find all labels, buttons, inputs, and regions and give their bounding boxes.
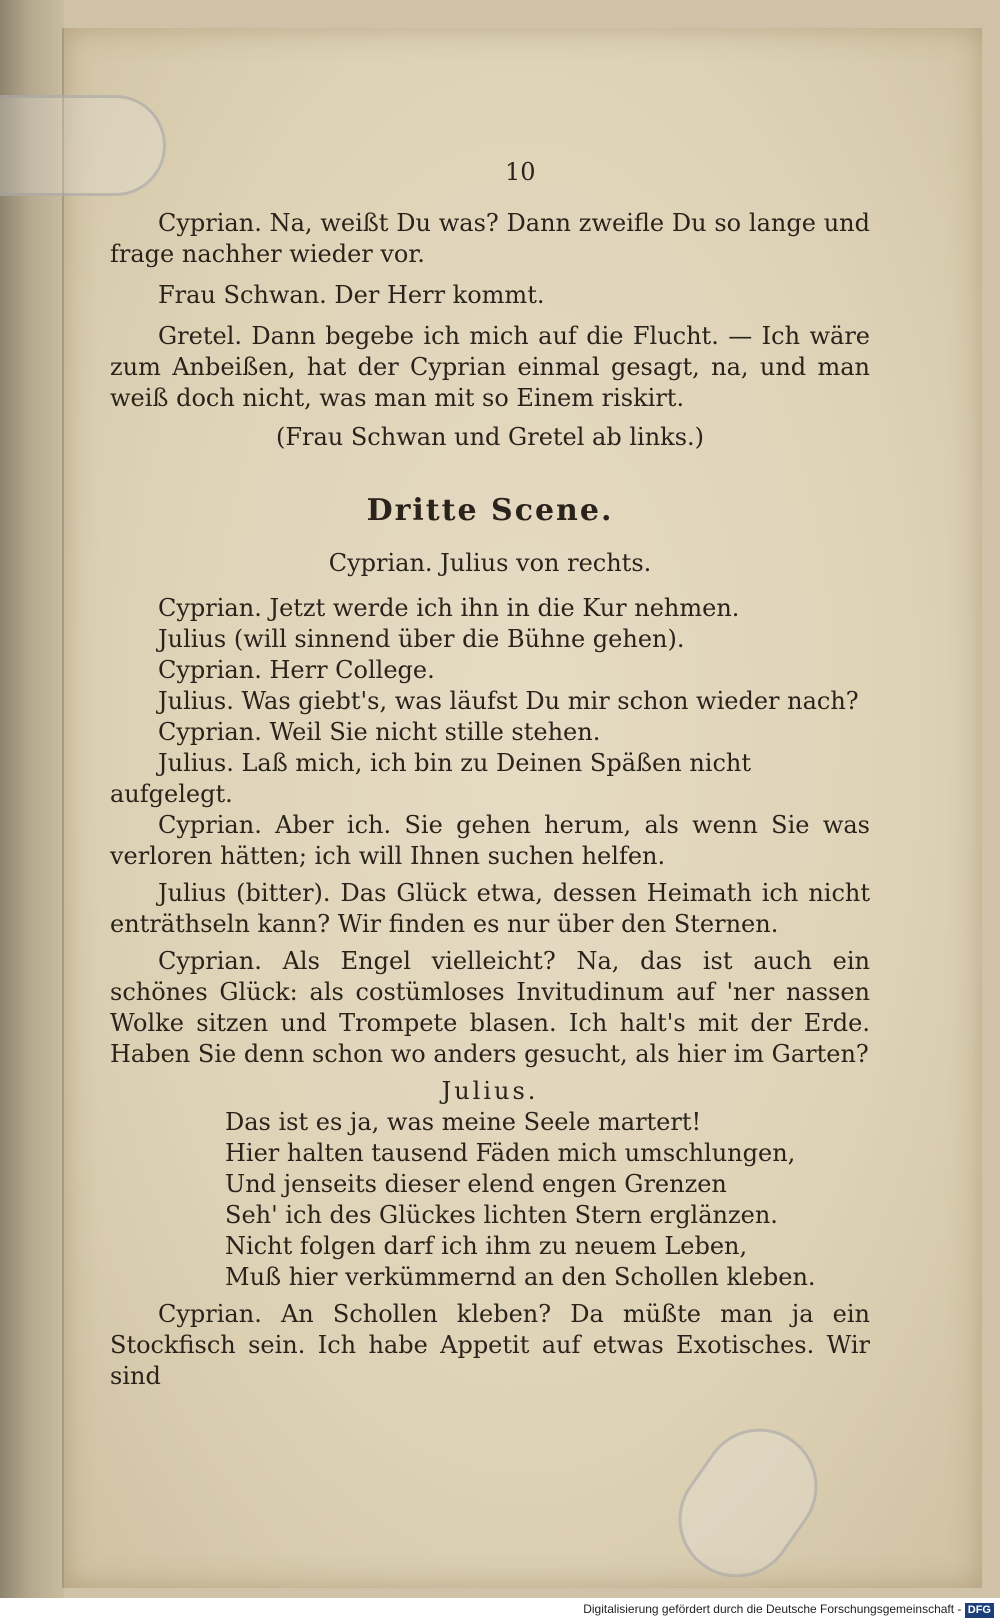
dialogue-line: Cyprian. Herr College.: [158, 656, 435, 684]
dialogue-line: Julius (will sinnend über die Bühne gehen).: [158, 625, 685, 653]
verse-line: Und jenseits dieser elend engen Grenzen: [225, 1170, 727, 1198]
verse-line: Nicht folgen darf ich ihm zu neuem Leben,: [225, 1232, 748, 1260]
footer-text: Digitalisierung gefördert durch die Deutsche Forschungsgemeinschaft -: [583, 1602, 962, 1616]
verse-line: Hier halten tausend Fäden mich umschlungen,: [225, 1139, 796, 1167]
dialogue-line: Cyprian. Aber ich. Sie gehen herum, als wenn Sie was verloren hätten; ich will Ihnen suchen helfen.: [110, 811, 870, 870]
paragraph: Frau Schwan. Der Herr kommt.: [158, 281, 545, 309]
dialogue-line: Cyprian. An Schollen kleben? Da müßte man ja ein Stockfisch sein. Ich habe Appetit auf etwas Exotisches. Wir sind: [110, 1300, 870, 1390]
dialogue-line: Julius. Was giebt's, was läufst Du mir schon wieder nach?: [158, 687, 859, 715]
page-clip-top: [0, 95, 166, 196]
dialogue-line: Cyprian. Jetzt werde ich ihn in die Kur nehmen.: [158, 594, 740, 622]
verse-block: [110, 1107, 870, 1293]
speaker-heading: Julius.: [441, 1077, 539, 1105]
dialogue-line: Cyprian. Als Engel vielleicht? Na, das ist auch ein schönes Glück: als costümloses Invitudinum auf 'ner nassen Wolke sitzen und Trompete blasen. Ich halt's mit der Erde. Haben Sie denn schon wo anders gesucht, als hier im Garten?: [110, 947, 870, 1068]
footer-credit: [0, 1598, 1000, 1620]
dialogue-line: Julius (bitter). Das Glück etwa, dessen Heimath ich nicht enträthseln kann? Wir finden es nur über den Sternen.: [110, 879, 870, 938]
dialogue-line: Cyprian. Weil Sie nicht stille stehen.: [158, 718, 601, 746]
verse-line: Seh' ich des Glückes lichten Stern erglänzen.: [225, 1201, 778, 1229]
stage-direction: (Frau Schwan und Gretel ab links.): [275, 423, 705, 451]
scene-cast: Cyprian. Julius von rechts.: [328, 549, 652, 577]
verse-line: Das ist es ja, was meine Seele martert!: [225, 1108, 702, 1136]
scene-heading: Dritte Scene.: [366, 493, 614, 528]
verse-line: Muß hier verkümmernd an den Schollen kleben.: [225, 1263, 816, 1291]
paragraph: Cyprian. Na, weißt Du was? Dann zweifle Du so lange und frage nachher wieder vor.: [110, 209, 870, 268]
dialogue-line: Julius. Laß mich, ich bin zu Deinen Späßen nicht aufgelegt.: [110, 749, 751, 808]
dfg-logo: DFG: [965, 1603, 994, 1618]
paragraph: Gretel. Dann begebe ich mich auf die Flucht. — Ich wäre zum Anbeißen, hat der Cyprian einmal gesagt, na, und man weiß doch nicht, was man mit so Einem riskirt.: [110, 322, 870, 412]
book-cover-edge: [0, 0, 64, 1598]
page-text: [110, 208, 870, 1392]
page-number: 10: [505, 158, 536, 186]
